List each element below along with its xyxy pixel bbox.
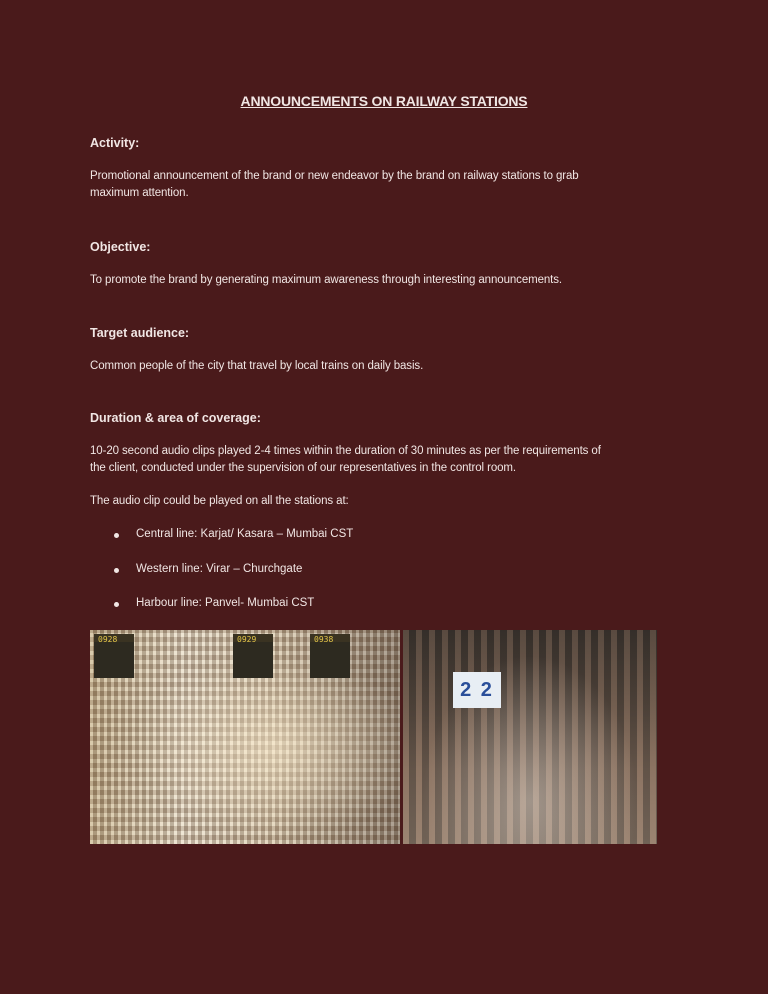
activity-line-1: Promotional announcement of the brand or new endeavor by the brand on railway stations to grab bbox=[90, 170, 579, 182]
duration-text bbox=[90, 443, 690, 477]
heading-duration: Duration & area of coverage: bbox=[90, 411, 261, 425]
page-title: ANNOUNCEMENTS ON RAILWAY STATIONS bbox=[240, 93, 528, 109]
objective-line-1: To promote the brand by generating maximum awareness through interesting announcements. bbox=[90, 274, 563, 286]
target-audience-line-1: Common people of the city that travel by local trains on daily basis. bbox=[90, 360, 424, 372]
duration-line-2: the client, conducted under the supervision of our representatives in the control room. bbox=[90, 462, 516, 474]
station-concourse-photo bbox=[403, 630, 657, 844]
station-lines-list bbox=[112, 528, 353, 632]
list-item bbox=[112, 563, 353, 598]
bullet-text: Central line: Karjat/ Kasara – Mumbai CST bbox=[136, 528, 354, 540]
bullet-icon bbox=[114, 568, 119, 573]
departure-board bbox=[233, 634, 273, 678]
list-item bbox=[112, 597, 353, 632]
heading-activity: Activity: bbox=[90, 136, 140, 150]
list-item bbox=[112, 528, 353, 563]
departure-board bbox=[94, 634, 134, 678]
board-text: 0938 bbox=[314, 635, 334, 644]
platform-number-sign: 2 2 bbox=[453, 672, 501, 708]
bullet-text: Western line: Virar – Churchgate bbox=[136, 562, 303, 575]
board-text: 0928 bbox=[98, 635, 118, 644]
duration-line-1: 10-20 second audio clips played 2-4 times within the duration of 30 minutes as per the requirements of bbox=[90, 445, 601, 457]
heading-target-audience: Target audience: bbox=[90, 326, 190, 340]
bullet-icon bbox=[114, 533, 119, 538]
crowded-platform-photo bbox=[90, 630, 400, 844]
heading-objective: Objective: bbox=[90, 240, 151, 254]
bullet-text: Harbour line: Panvel- Mumbai CST bbox=[136, 597, 315, 609]
target-audience-text bbox=[90, 358, 690, 375]
bullet-icon bbox=[114, 602, 119, 607]
departure-board bbox=[310, 634, 350, 678]
stations-intro: The audio clip could be played on all the stations at: bbox=[90, 495, 349, 507]
activity-text bbox=[90, 168, 690, 202]
objective-text bbox=[90, 272, 690, 289]
activity-line-2: maximum attention. bbox=[90, 187, 189, 199]
board-text: 0929 bbox=[237, 635, 257, 644]
